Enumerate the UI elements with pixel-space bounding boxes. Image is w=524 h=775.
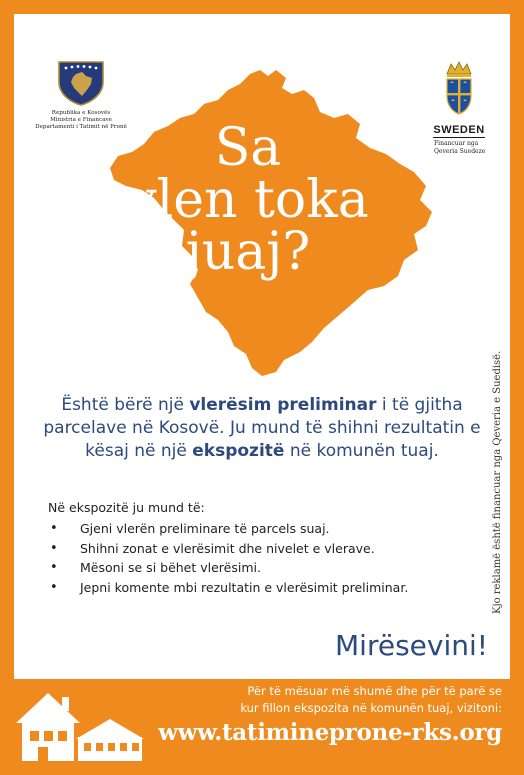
footer-line-2: kur fillon ekspozita në komunën tuaj, vizitoni: — [240, 701, 502, 715]
list-item: • Gjeni vlerën preliminare të parcels suaj. — [48, 519, 468, 539]
poster-body — [14, 14, 510, 679]
ministry-line-3: Departamenti i Tatimit në Pronë — [35, 124, 127, 130]
exhibition-list — [48, 519, 468, 597]
sweden-wordmark: SWEDEN — [433, 124, 485, 136]
intro-text-2: i të gjitha parcelave në Kosovë. Ju mund të shihni rezultatin e kësaj në një — [43, 395, 481, 461]
list-item: • Mësoni se si bëhet vlerësimi. — [48, 558, 468, 578]
headline-line-3: juaj? — [185, 222, 311, 282]
list-title: Në ekspozitë ju mund të: — [48, 500, 205, 515]
headline — [108, 118, 388, 282]
list-item: • Jepni komente mbi rezultatin e vlerësimit preliminar. — [48, 578, 468, 598]
sweden-logo — [424, 60, 494, 155]
intro-bold-2: ekspozitë — [192, 441, 285, 461]
ministry-line-2: Ministria e Financave — [50, 117, 112, 123]
website-link[interactable]: www.tatiminepronе-rks.org — [158, 719, 502, 746]
kosovo-emblem-icon — [56, 60, 106, 106]
ministry-logo — [26, 60, 136, 131]
ministry-line-1: Republika e Kosovës — [51, 110, 111, 116]
houses-icon — [14, 679, 144, 761]
funding-line-2: Qeveria Suedeze — [434, 147, 486, 155]
footer-band — [14, 679, 510, 761]
funding-line-1: Financuar nga — [434, 140, 479, 147]
intro-paragraph — [34, 394, 490, 463]
footer-line-1: Për të mësuar më shumë dhe për të parë se — [247, 684, 502, 698]
headline-line-1: Sa — [214, 118, 282, 178]
swedish-crown-icon — [439, 60, 479, 118]
headline-line-2: vlen toka — [127, 170, 369, 230]
funding-note: Kjo reklamë është financuar nga Qeveria e Suedisë. — [492, 350, 503, 614]
intro-text-3: në komunën tuaj. — [284, 441, 439, 461]
intro-bold-1: vlerësim preliminar — [189, 395, 377, 415]
welcome-text: Mirësevini! — [335, 629, 488, 662]
list-item: • Shihni zonat e vlerësimit dhe nivelet e vlerave. — [48, 539, 468, 559]
intro-text-1: Është bërë një — [61, 395, 190, 415]
